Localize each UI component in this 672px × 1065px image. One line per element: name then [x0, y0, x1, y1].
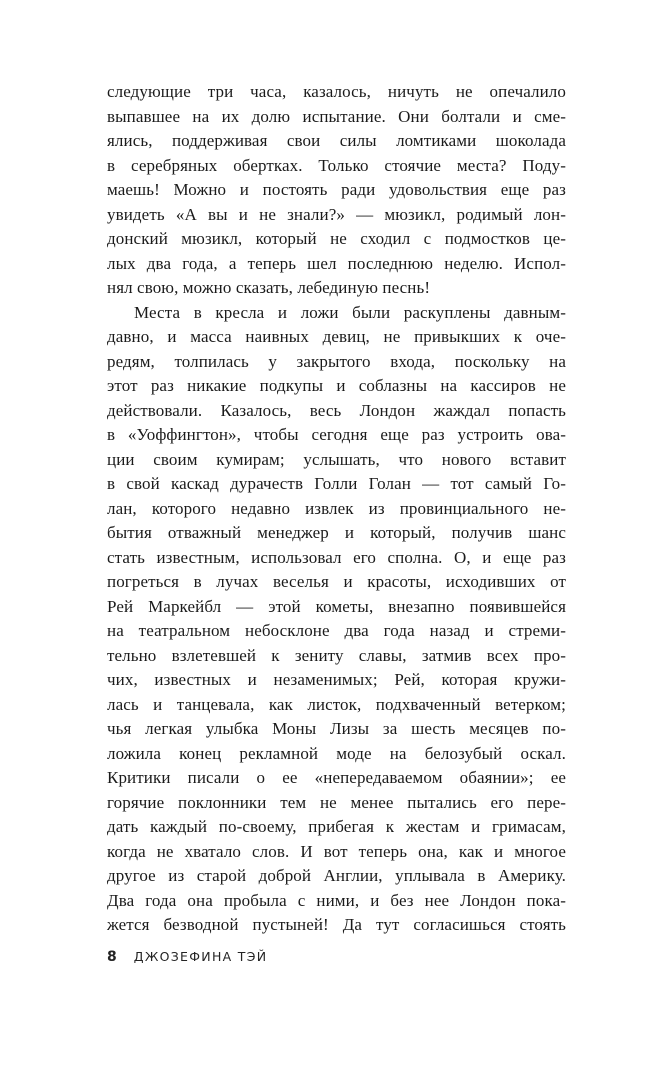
text-line: Критики писали о ее «непередаваемом обаянии»; ее	[107, 768, 566, 787]
text-line: погреться в лучах веселья и красоты, исходивших от	[107, 572, 566, 591]
text-line: Места в кресла и ложи были раскуплены давным-	[134, 302, 566, 322]
text-line: дать каждый по-своему, прибегая к жестам и гримасам,	[107, 817, 566, 836]
text-line: нял свою, можно сказать, лебединую песнь!	[107, 278, 431, 297]
text-line: в «Уоффингтон», чтобы сегодня еще раз устроить ова-	[107, 425, 566, 444]
paragraph-second	[107, 301, 566, 938]
text-line: в серебряных обертках. Только стоячие места? Поду-	[107, 155, 566, 175]
text-line: бытия отважный менеджер и который, получив шанс	[107, 523, 566, 542]
text-line: Два года она пробыла с ними, и без нее Лондон пока-	[107, 890, 566, 910]
text-line: выпавшее на их долю испытание. Они болтали и сме-	[107, 106, 566, 126]
text-line: тельно взлетевшей к зениту славы, затмив всех про-	[107, 645, 566, 665]
text-line: лых два года, а теперь шел последнюю неделю. Испол-	[107, 253, 566, 273]
paragraph-continuation	[107, 80, 566, 301]
text-line: лась и танцевала, как листок, подхваченный ветерком;	[107, 694, 566, 714]
page-text	[107, 80, 566, 938]
text-line: горячие поклонники тем не менее пытались его пере-	[107, 792, 566, 812]
text-line: в свой каскад дурачеств Голли Голан — тот самый Го-	[107, 474, 566, 493]
text-line: ложила конец рекламной моде на белозубый оскал.	[107, 743, 566, 763]
text-line: действовали. Казалось, весь Лондон жаждал попасть	[107, 400, 566, 420]
text-line: следующие три часа, казалось, ничуть не опечалило	[107, 82, 566, 101]
page-number: 8	[107, 949, 117, 965]
running-title-author: ДЖОЗЕФИНА ТЭЙ	[133, 949, 268, 964]
text-line: чих, известных и незаменимых; Рей, которая кружи-	[107, 670, 566, 689]
text-line: другое из старой доброй Англии, уплывала в Америку.	[107, 866, 566, 885]
text-line: чья легкая улыбка Моны Лизы за шесть месяцев по-	[107, 719, 566, 738]
text-line: донский мюзикл, который не сходил с подмостков це-	[107, 229, 566, 248]
text-line: редям, толпилась у закрытого входа, поскольку на	[107, 351, 566, 371]
text-line: лан, которого недавно извлек из провинциального не-	[107, 498, 566, 518]
text-line: ции своим кумирам; услышать, что нового вставит	[107, 449, 566, 469]
text-line: Рей Маркейбл — этой кометы, внезапно появившейся	[107, 596, 566, 616]
page-footer	[107, 949, 267, 965]
text-line: стать известным, использовал его сполна. О, и еще раз	[107, 547, 566, 567]
text-line: на театральном небосклоне два года назад и стреми-	[107, 621, 566, 640]
text-line: маешь! Можно и постоять ради удовольствия еще раз	[107, 180, 566, 199]
text-line: этот раз никакие подкупы и соблазны на кассиров не	[107, 376, 566, 395]
text-line: когда не хватало слов. И вот теперь она, как и многое	[107, 841, 566, 861]
text-line: давно, и масса наивных девиц, не привыкших к оче-	[107, 327, 566, 346]
text-line: жется безводной пустыней! Да тут согласишься стоять	[107, 915, 566, 934]
text-line: ялись, поддерживая свои силы ломтиками шоколада	[107, 131, 566, 150]
text-line: увидеть «А вы и не знали?» — мюзикл, родимый лон-	[107, 204, 566, 224]
